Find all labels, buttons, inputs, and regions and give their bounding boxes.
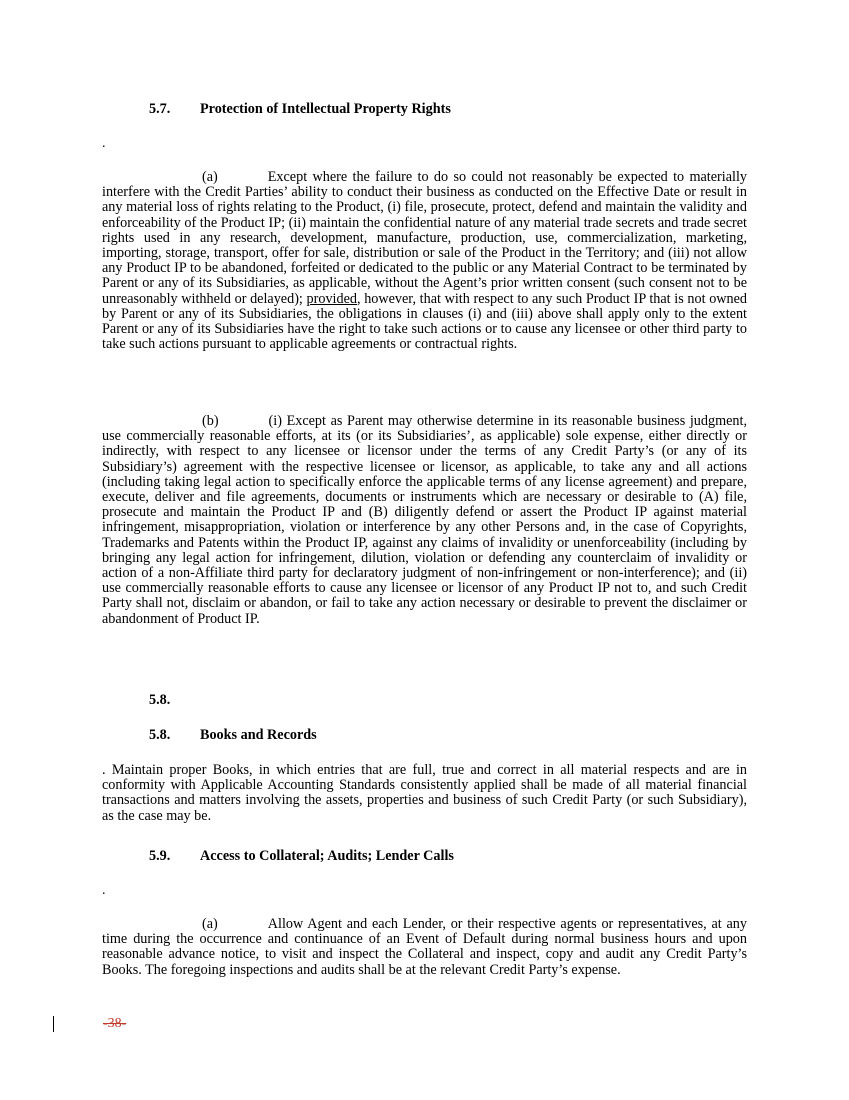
section-5-9-heading: [149, 848, 454, 864]
section-number: 5.9.: [149, 848, 171, 864]
clause-label: (a): [202, 169, 218, 185]
section-title: Books and Records: [200, 727, 317, 743]
clause-text: Allow Agent and each Lender, or their respective agents or representatives, at any time during the occurrence and continuance of an Event of Default during normal business hours and upon reasonable advance notice, to visit and inspect the Collateral and inspect, copy and audit any Credit Party’s Books. The foregoing inspections and audits shall be at the relevant Credit Party’s expense.: [102, 916, 747, 978]
section-number: 5.8.: [149, 727, 171, 743]
change-bar: [53, 1016, 54, 1032]
separator-dot: .: [102, 883, 106, 898]
clause-label: (a): [202, 916, 218, 932]
clause-text-continued: , however, that with respect to any such Product IP that is not owned by Parent or any of its Subsidiaries, the obligations in clauses (i) and (iii) above shall apply only to the extent Parent or any of its Subsidiaries have the right to take such actions or to cause any licensee or other third party to take such actions pursuant to applicable agreements or contractual rights.: [102, 290, 748, 353]
section-number: 5.7.: [149, 101, 171, 117]
section-number: 5.8.: [149, 692, 171, 708]
page-number: -38-: [103, 1016, 127, 1031]
paragraph-5-7-a: [102, 170, 747, 352]
clause-text: (i) Except as Parent may otherwise determine in its reasonable business judgment, use commercially reasonable efforts, at its (or its Subsidiaries’, as applicable) sole expense, either directly or indirectly, with respect to any licensee or licensor under the terms of any Credit Party’s (or any of its Subsidiary’s) agreement with the respective licensee or licensor, as applicable, to take any and all actions (including taking legal action to specifically enforce the applicable terms of any license agreement) and prepare, execute, deliver and file agreements, documents or instruments which are necessary or desirable to (A) file, prosecute and maintain the Product IP and (B) diligently defend or assert the Product IP against material infringement, misappropriation, violation or interference by any other Persons and, in the case of Copyrights, Trademarks and Patents within the Product IP, against any claims of invalidity or unenforceability (including by bringing any legal action for infringement, dilution, violation or defending any counterclaim of invalidity or action of a non-Affiliate third party for declaratory judgment of non-infringement or non-interference); and (ii) use commercially reasonable efforts to cause any licensee or licensor of any Product IP not to, and such Credit Party shall not, disclaim or abandon, or fail to take any action necessary or desirable to prevent the disclaimer or abandonment of Product IP.: [102, 413, 747, 627]
underlined-term: provided: [306, 290, 357, 307]
clause-text: Except where the failure to do so could not reasonably be expected to materially interfere with the Credit Parties’ ability to conduct their business as conducted on the Effective Date or result in any material loss of rights relating to the Product, (i) file, prosecute, protect, defend and maintain the validity and enforceability of the Product IP; (ii) maintain the confidential nature of any material trade secrets and trade secret rights used in any research, development, manufacture, production, use, commercialization, marketing, importing, storage, transport, offer for sale, distribution or sale of the Product in the Territory; and (iii) not allow any Product IP to be abandoned, forfeited or dedicated to the public or any Material Contract to be terminated by Parent or any of its Subsidiaries, as applicable, without the Agent’s prior written consent (such consent not to be unreasonably withheld or delayed);: [102, 169, 747, 307]
section-5-8-stub: [149, 692, 170, 708]
paragraph-5-8: . Maintain proper Books, in which entries that are full, true and correct in all material respects and are in conformity with Applicable Accounting Standards consistently applied shall be made of all material financial transactions and matters involving the assets, properties and business of such Credit Party (or such Subsidiary), as the case may be.: [102, 762, 747, 824]
section-title: Protection of Intellectual Property Rights: [200, 101, 451, 117]
paragraph-5-9-a: [102, 917, 747, 978]
separator-dot: .: [102, 136, 106, 151]
clause-label: (b): [202, 413, 219, 429]
section-5-8-heading: [149, 727, 317, 743]
section-title: Access to Collateral; Audits; Lender Calls: [200, 848, 454, 864]
paragraph-5-7-b: [102, 414, 747, 627]
section-5-7-heading: [149, 101, 451, 117]
